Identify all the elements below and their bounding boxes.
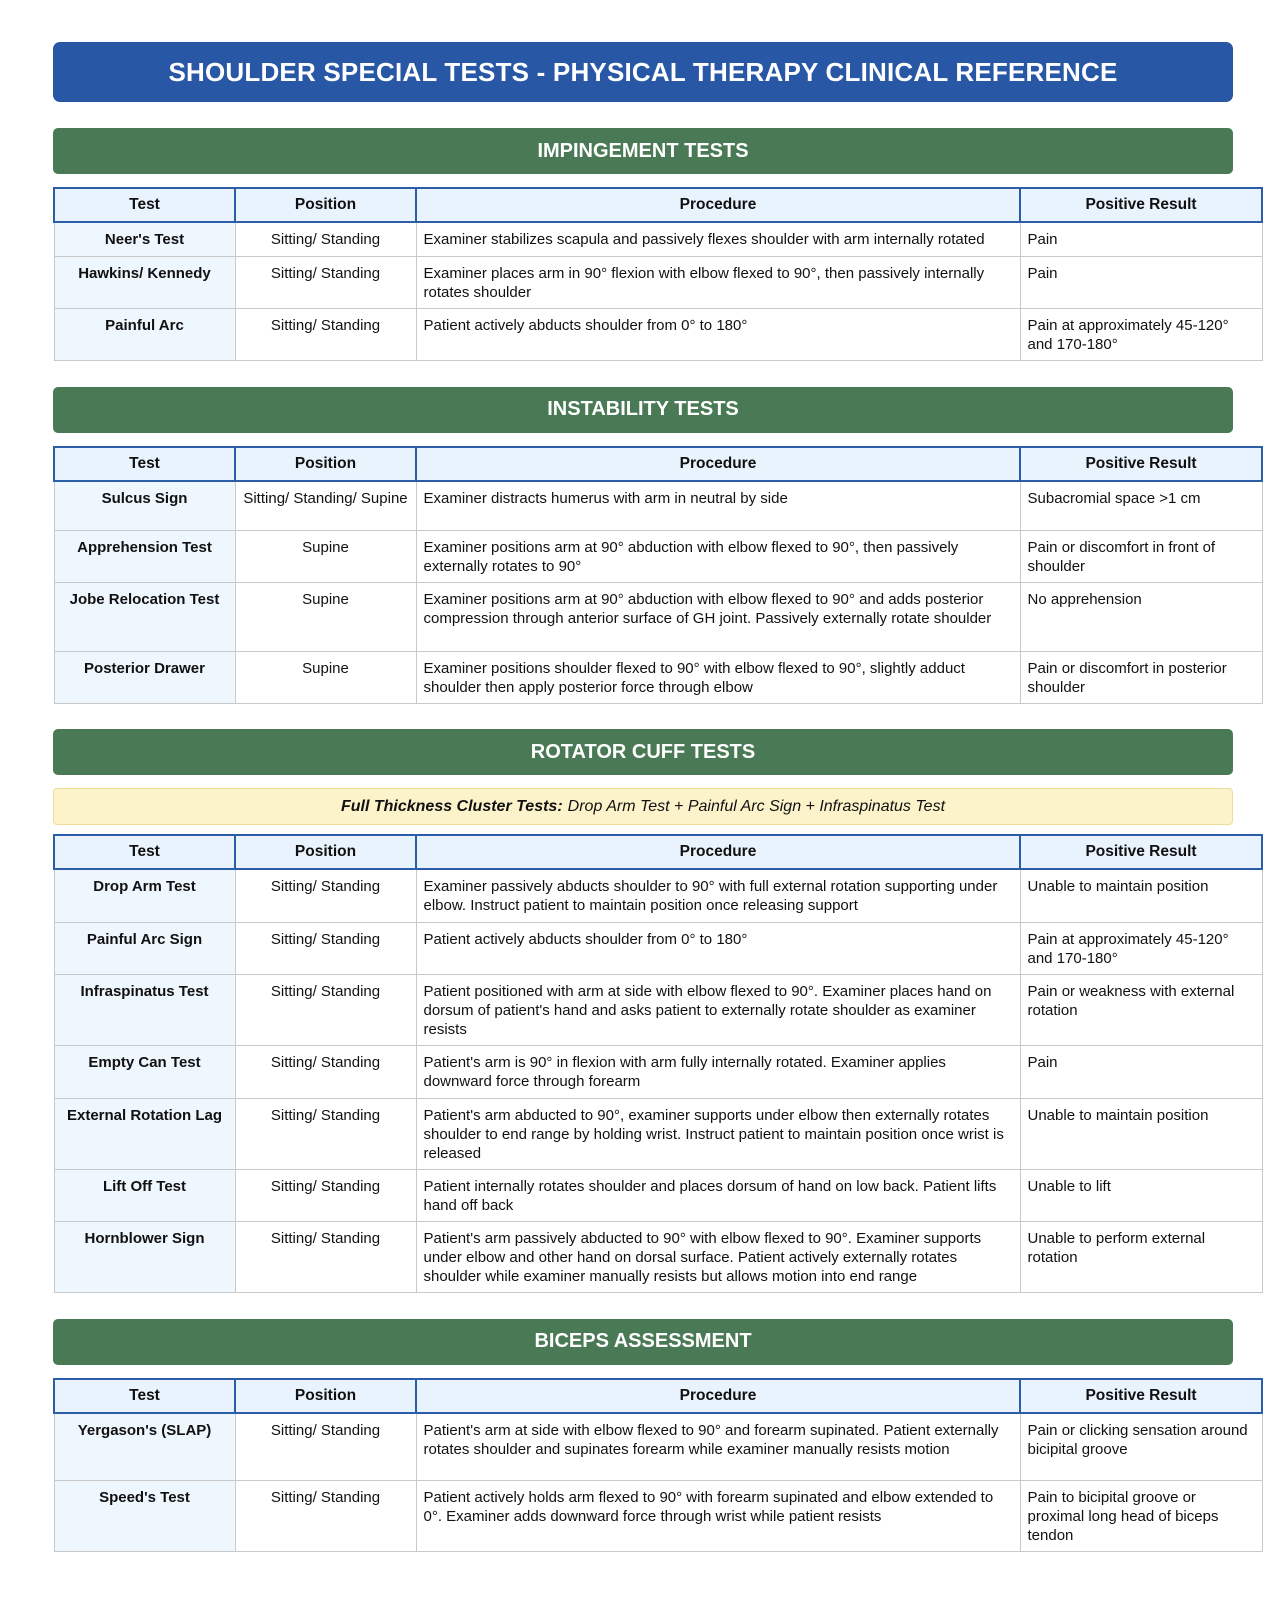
column-header-procedure: Procedure (416, 1379, 1020, 1413)
test-result: Subacromial space >1 cm (1020, 481, 1262, 531)
test-position: Supine (235, 583, 416, 652)
table-row (54, 481, 1262, 531)
column-header-procedure: Procedure (416, 447, 1020, 481)
biceps-table (53, 1378, 1263, 1553)
table-row (54, 1221, 1262, 1292)
test-name: Drop Arm Test (54, 869, 235, 922)
column-header-test: Test (54, 1379, 235, 1413)
column-header-test: Test (54, 188, 235, 222)
test-position: Sitting/ Standing (235, 869, 416, 922)
table-row (54, 583, 1262, 652)
test-result: Pain or clicking sensation around bicipital groove (1020, 1413, 1262, 1481)
test-position: Sitting/ Standing (235, 1098, 416, 1169)
test-position: Sitting/ Standing (235, 922, 416, 974)
test-procedure: Patient actively holds arm flexed to 90° with forearm supinated and elbow extended to 0°. Examiner adds downward force through wrist while patient resists (416, 1481, 1020, 1552)
test-name: Painful Arc (54, 308, 235, 360)
test-result: Pain to bicipital groove or proximal long head of biceps tendon (1020, 1481, 1262, 1552)
page-title: SHOULDER SPECIAL TESTS - PHYSICAL THERAPY CLINICAL REFERENCE (53, 42, 1233, 102)
column-header-procedure: Procedure (416, 188, 1020, 222)
test-procedure: Patient's arm at side with elbow flexed to 90° and forearm supinated. Patient externally rotates shoulder and supinates forearm while examiner manually resists motion (416, 1413, 1020, 1481)
test-position: Supine (235, 531, 416, 583)
table-row (54, 922, 1262, 974)
test-position: Sitting/ Standing (235, 1221, 416, 1292)
test-position: Sitting/ Standing (235, 974, 416, 1045)
cluster-note (53, 788, 1233, 825)
test-position: Sitting/ Standing (235, 222, 416, 256)
column-header-position: Position (235, 835, 416, 869)
test-result: Pain (1020, 256, 1262, 308)
test-procedure: Patient actively abducts shoulder from 0° to 180° (416, 308, 1020, 360)
rotator-cuff-table (53, 834, 1263, 1293)
test-name: Sulcus Sign (54, 481, 235, 531)
test-result: Pain or discomfort in posterior shoulder (1020, 652, 1262, 704)
test-procedure: Examiner stabilizes scapula and passively flexes shoulder with arm internally rotated (416, 222, 1020, 256)
cluster-note-text: Drop Arm Test + Painful Arc Sign + Infraspinatus Test (567, 797, 946, 815)
test-procedure: Examiner positions arm at 90° abduction with elbow flexed to 90° and adds posterior compression through anterior surface of GH joint. Passively externally rotate shoulder (416, 583, 1020, 652)
test-result: Unable to maintain position (1020, 869, 1262, 922)
table-row (54, 1045, 1262, 1098)
test-name: Painful Arc Sign (54, 922, 235, 974)
test-result: Unable to lift (1020, 1169, 1262, 1221)
table-row (54, 1413, 1262, 1481)
instability-table (53, 446, 1263, 705)
column-header-position: Position (235, 1379, 416, 1413)
test-result: No apprehension (1020, 583, 1262, 652)
test-procedure: Examiner places arm in 90° flexion with elbow flexed to 90°, then passively internally rotates shoulder (416, 256, 1020, 308)
test-name: Empty Can Test (54, 1045, 235, 1098)
impingement-table (53, 187, 1263, 361)
column-header-result: Positive Result (1020, 447, 1262, 481)
test-result: Pain (1020, 1045, 1262, 1098)
test-position: Sitting/ Standing (235, 256, 416, 308)
table-header-row (54, 188, 1262, 222)
test-procedure: Patient's arm is 90° in flexion with arm fully internally rotated. Examiner applies downward force through forearm (416, 1045, 1020, 1098)
test-result: Unable to perform external rotation (1020, 1221, 1262, 1292)
test-position: Supine (235, 652, 416, 704)
table-header-row (54, 447, 1262, 481)
test-name: Apprehension Test (54, 531, 235, 583)
section-header-rotator-cuff: ROTATOR CUFF TESTS (53, 729, 1233, 775)
test-procedure: Patient actively abducts shoulder from 0° to 180° (416, 922, 1020, 974)
test-position: Sitting/ Standing (235, 1045, 416, 1098)
column-header-procedure: Procedure (416, 835, 1020, 869)
test-procedure: Examiner passively abducts shoulder to 90° with full external rotation supporting under elbow. Instruct patient to maintain position once releasing support (416, 869, 1020, 922)
column-header-result: Positive Result (1020, 835, 1262, 869)
cluster-note-label: Full Thickness Cluster Tests: (340, 797, 563, 815)
table-row (54, 652, 1262, 704)
column-header-position: Position (235, 447, 416, 481)
column-header-test: Test (54, 447, 235, 481)
column-header-result: Positive Result (1020, 1379, 1262, 1413)
test-position: Sitting/ Standing (235, 1413, 416, 1481)
test-position: Sitting/ Standing/ Supine (235, 481, 416, 531)
section-header-instability: INSTABILITY TESTS (53, 387, 1233, 433)
test-result: Pain at approximately 45-120° and 170-180° (1020, 308, 1262, 360)
test-procedure: Patient's arm passively abducted to 90° with elbow flexed to 90°. Examiner supports under elbow and other hand on dorsal surface. Patient actively externally rotates shoulder while examiner manually resists but allows motion into end range (416, 1221, 1020, 1292)
test-result: Pain or weakness with external rotation (1020, 974, 1262, 1045)
test-name: Speed's Test (54, 1481, 235, 1552)
table-row (54, 222, 1262, 256)
test-name: Hornblower Sign (54, 1221, 235, 1292)
test-procedure: Examiner distracts humerus with arm in neutral by side (416, 481, 1020, 531)
test-name: Neer's Test (54, 222, 235, 256)
test-name: Hawkins/ Kennedy (54, 256, 235, 308)
section-header-biceps: BICEPS ASSESSMENT (53, 1319, 1233, 1365)
table-row (54, 974, 1262, 1045)
test-result: Pain or discomfort in front of shoulder (1020, 531, 1262, 583)
test-position: Sitting/ Standing (235, 1481, 416, 1552)
column-header-position: Position (235, 188, 416, 222)
table-header-row (54, 1379, 1262, 1413)
test-result: Pain at approximately 45-120° and 170-180° (1020, 922, 1262, 974)
table-row (54, 256, 1262, 308)
test-procedure: Patient internally rotates shoulder and places dorsum of hand on low back. Patient lifts hand off back (416, 1169, 1020, 1221)
table-header-row (54, 835, 1262, 869)
test-result: Unable to maintain position (1020, 1098, 1262, 1169)
section-header-impingement: IMPINGEMENT TESTS (53, 128, 1233, 174)
test-name: Posterior Drawer (54, 652, 235, 704)
test-name: External Rotation Lag (54, 1098, 235, 1169)
test-name: Yergason's (SLAP) (54, 1413, 235, 1481)
test-result: Pain (1020, 222, 1262, 256)
test-name: Jobe Relocation Test (54, 583, 235, 652)
test-name: Lift Off Test (54, 1169, 235, 1221)
table-row (54, 531, 1262, 583)
table-row (54, 869, 1262, 922)
table-row (54, 1481, 1262, 1552)
table-row (54, 308, 1262, 360)
test-procedure: Examiner positions arm at 90° abduction with elbow flexed to 90°, then passively externally rotates to 90° (416, 531, 1020, 583)
column-header-test: Test (54, 835, 235, 869)
table-row (54, 1098, 1262, 1169)
test-position: Sitting/ Standing (235, 1169, 416, 1221)
test-name: Infraspinatus Test (54, 974, 235, 1045)
test-procedure: Examiner positions shoulder flexed to 90° with elbow flexed to 90°, slightly adduct shoulder then apply posterior force through elbow (416, 652, 1020, 704)
column-header-result: Positive Result (1020, 188, 1262, 222)
test-position: Sitting/ Standing (235, 308, 416, 360)
test-procedure: Patient's arm abducted to 90°, examiner supports under elbow then externally rotates shoulder to end range by holding wrist. Instruct patient to maintain position once wrist is released (416, 1098, 1020, 1169)
test-procedure: Patient positioned with arm at side with elbow flexed to 90°. Examiner places hand on dorsum of patient's hand and asks patient to externally rotate shoulder as examiner resists (416, 974, 1020, 1045)
table-row (54, 1169, 1262, 1221)
